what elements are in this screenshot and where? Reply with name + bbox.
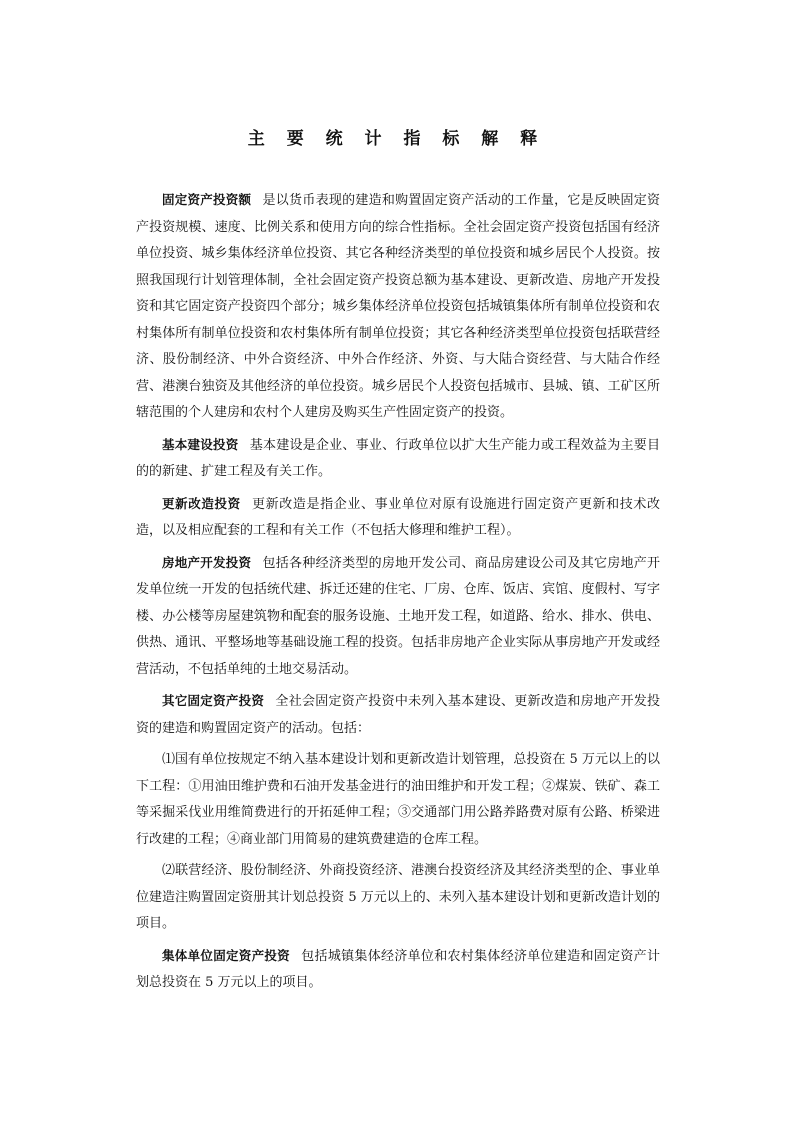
- sub-item-1: ⑴国有单位按规定不纳入基本建设计划和更新改造计划管理，总投资在 5 万元以上的以下工程：①用油田维护费和石油开发基金进行的油田维护和开发工程；②煤炭、铁矿、森工等采掘采伐业用维简费进行的开拓延伸工程；③交通部门用公路养路费对原有公路、桥梁进行改建的工程；④商业部门用简易的建筑费建造的仓库工程。: [136, 752, 660, 847]
- paragraph-capital-construction: [136, 432, 660, 486]
- sub-item-2: ⑵联营经济、股份制经济、外商投资经济、港澳台投资经济及其经济类型的企、事业单位建造注购置固定资册其计划总投资 5 万元以上的、未列入基本建设计划和更新改造计划的项目。: [136, 863, 660, 931]
- term-definition: 更新改造是指企业、事业单位对原有设施进行固定资产更新和技术改造，以及相应配套的工程和有关工作（不包括大修理和维护工程）。: [136, 496, 660, 538]
- term-label: 其它固定资产投资: [162, 693, 265, 708]
- term-definition: 包括城镇集体经济单位和农村集体经济单位建造和固定资产计划总投资在 5 万元以上的项目。: [136, 948, 660, 990]
- term-definition: 全社会固定资产投资中未列入基本建设、更新改造和房地产开发投资的建造和购置固定资产的活动。包括：: [136, 694, 660, 736]
- term-label: 固定资产投资额: [162, 192, 252, 207]
- term-label: 集体单位固定资产投资: [162, 947, 290, 963]
- paragraph-real-estate: [136, 550, 660, 684]
- term-label: 更新改造投资: [162, 495, 241, 511]
- term-definition: 基本建设是企业、事业、行政单位以扩大生产能力或工程效益为主要目的的新建、扩建工程及有关工作。: [136, 437, 660, 479]
- term-definition: 包括各种经济类型的房地开发公司、商品房建设公司及其它房地产开发单位统一开发的包括统代建、拆迁还建的住宅、厂房、仓库、饭店、宾馆、度假村、写字楼、办公楼等房屋建筑物和配套的服务设施、土地开发工程，如道路、给水、排水、供电、供热、通讯、平整场地等基础设施工程的投资。包括非房地产企业实际从事房地产开发或经营活动，不包括单纯的土地交易活动。: [136, 555, 660, 677]
- paragraph-collective-investment: [136, 943, 660, 997]
- page-title: 主 要 统 计 指 标 解 释: [247, 129, 546, 149]
- term-label: 基本建设投资: [162, 436, 239, 452]
- document-body: [136, 187, 660, 1002]
- paragraph-renovation: [136, 491, 660, 545]
- paragraph-other-investment: [136, 688, 660, 742]
- term-definition: 是以货币表现的建造和购置固定资产活动的工作量，它是反映固定资产投资规模、速度、比例关系和使用方向的综合性指标。全社会固定资产投资包括国有经济单位投资、城乡集体经济单位投资、其它各种经济类型的单位投资和城乡居民个人投资。按照我国现行计划管理体制，全社会固定资产投资总额为基本建设、更新改造、房地产开发投资和其它固定资产投资四个部分；城乡集体经济单位投资包括城镇集体所有制单位投资和农村集体所有制单位投资和农村集体所有制单位投资；其它各种经济类型单位投资包括联营经济、股份制经济、中外合资经济、中外合作经济、外资、与大陆合资经营、与大陆合作经营、港澳台独资及其他经济的单位投资。城乡居民个人投资包括城市、县城、镇、工矿区所辖范围的个人建房和农村个人建房及购买生产性固定资产的投资。: [136, 193, 660, 420]
- term-label: 房地产开发投资: [162, 554, 252, 570]
- paragraph-fixed-asset-investment: [136, 187, 660, 427]
